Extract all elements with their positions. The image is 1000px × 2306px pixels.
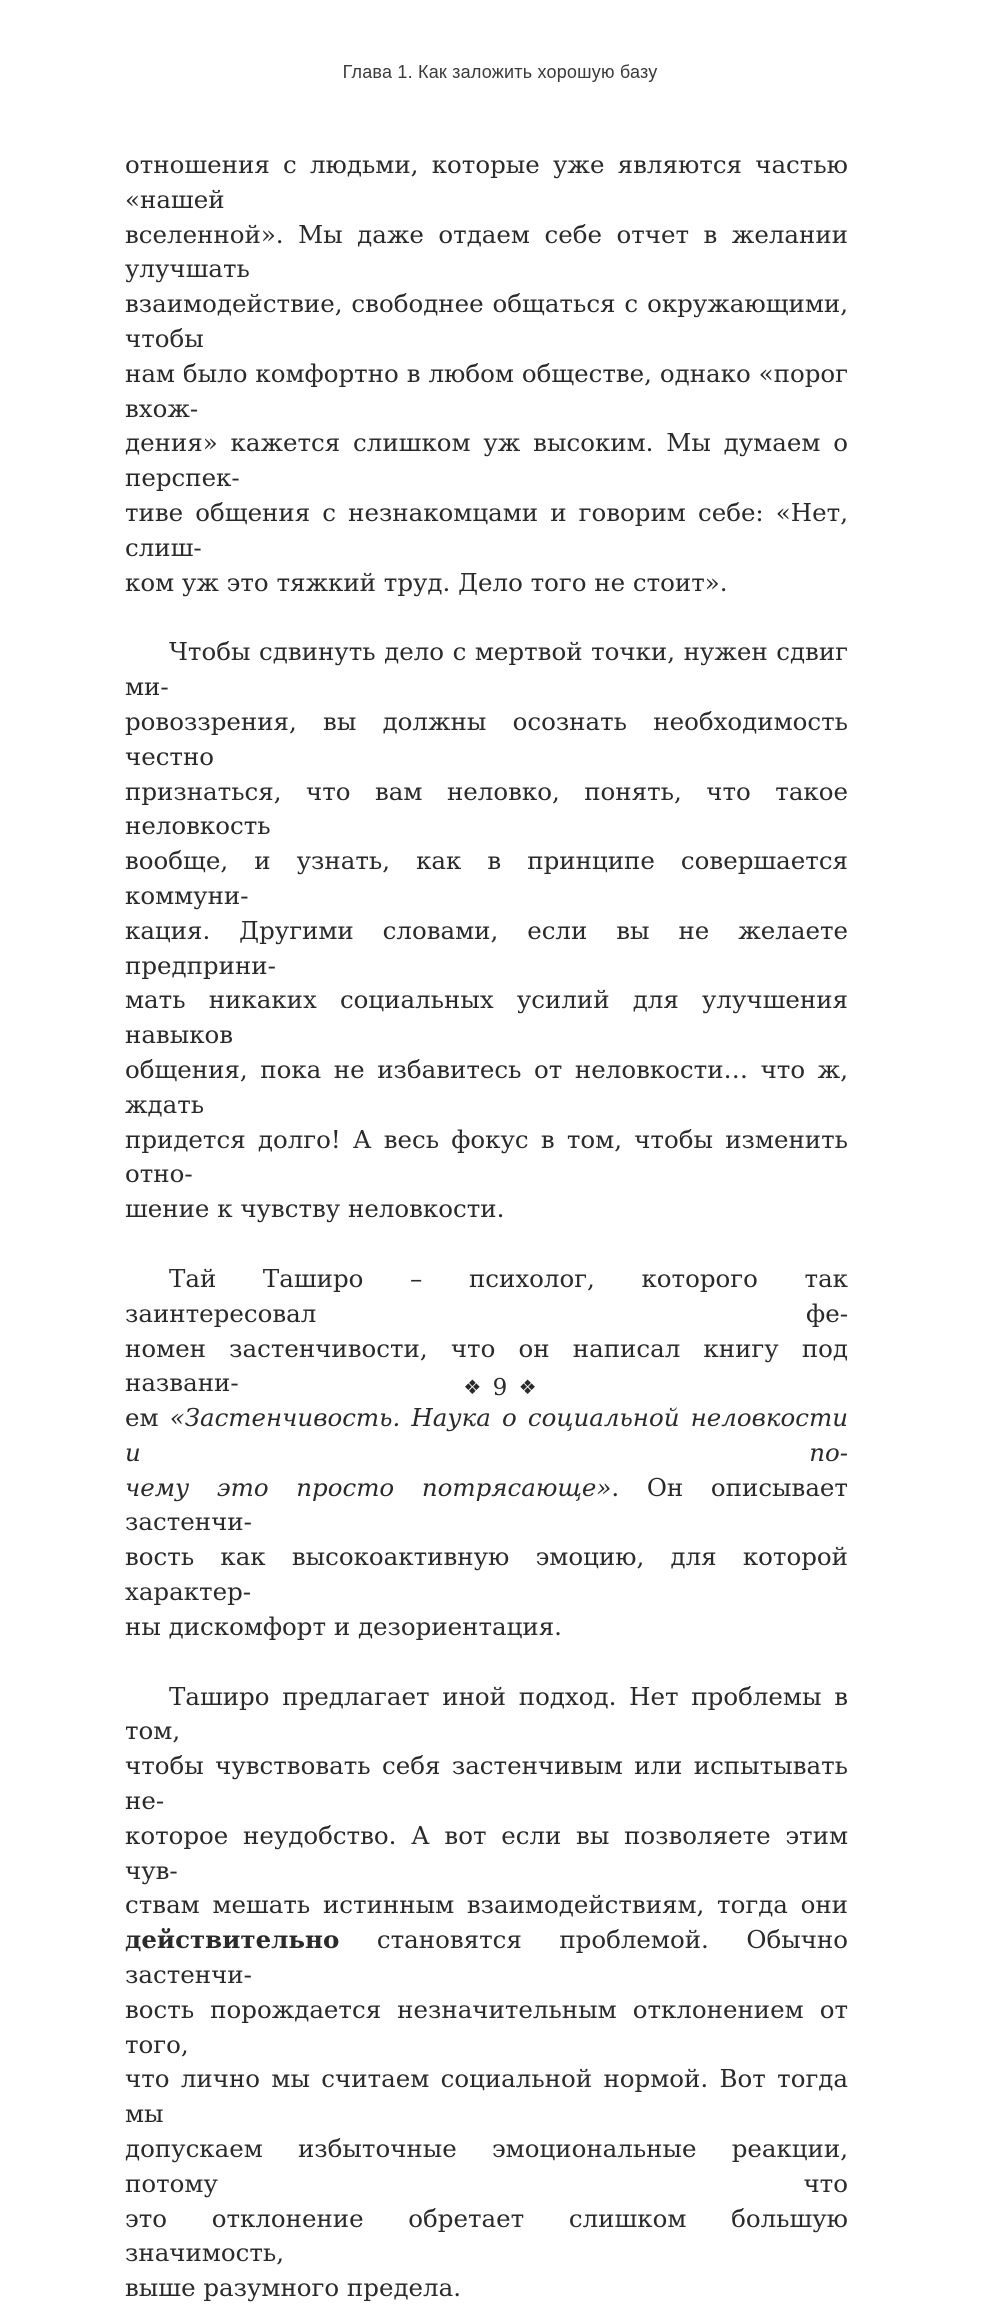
- paragraph-4: [125, 1680, 848, 2306]
- text-line: ком уж это тяжкий труд. Дело того не стоит».: [125, 567, 728, 597]
- text-line: придется долго! А весь фокус в том, чтобы изменить отно-: [125, 1124, 848, 1189]
- page-footer: [0, 1375, 1000, 1401]
- paragraph-1: [125, 148, 848, 600]
- text-line: мать никаких социальных усилий для улучшения навыков: [125, 985, 848, 1050]
- text-line: дения» кажется слишком уж высоким. Мы думаем о перспек-: [125, 428, 848, 493]
- text-line: признаться, что вам неловко, понять, что такое неловкость: [125, 776, 848, 841]
- text-line: ровоззрения, вы должны осознать необходимость честно: [125, 706, 848, 771]
- book-title-italic: «Застенчивость. Наука о социальной неловкости и по-: [125, 1403, 848, 1467]
- text-line: вость как высокоактивную эмоцию, для которой характер-: [125, 1542, 848, 1607]
- text-line: [125, 1401, 848, 1471]
- text-line: Тай Таширо – психолог, которого так заинтересовал фе-: [125, 1263, 848, 1328]
- text-run: . Он описывает застенчи-: [125, 1472, 848, 1537]
- text-line: тиве общения с незнакомцами и говорим себе: «Нет, слиш-: [125, 497, 848, 562]
- text-line: [125, 1923, 848, 1993]
- page-number: 9: [492, 1375, 508, 1401]
- text-line: что лично мы считаем социальной нормой. Вот тогда мы: [125, 2064, 848, 2129]
- ornament-left-icon: ❖: [463, 1375, 482, 1399]
- text-line: [125, 1471, 848, 1541]
- text-line: ны дискомфорт и дезориентация.: [125, 1611, 562, 1641]
- ornament-right-icon: ❖: [518, 1375, 537, 1399]
- text-line: Таширо предлагает иной подход. Нет проблемы в том,: [125, 1681, 848, 1746]
- text-run: ем: [125, 1403, 170, 1433]
- emphasis-bold: действительно: [125, 1925, 340, 1955]
- text-line: которое неудобство. А вот если вы позволяете этим чув-: [125, 1820, 848, 1885]
- text-line: это отклонение обретает слишком большую значимость,: [125, 2203, 848, 2268]
- text-line: отношения с людьми, которые уже являются частью «нашей: [125, 150, 848, 214]
- paragraph-3: [125, 1262, 848, 1645]
- text-line: взаимодействие, свободнее общаться с окружающими, чтобы: [125, 289, 848, 353]
- text-line: общения, пока не избавитесь от неловкости… что ж, ждать: [125, 1054, 848, 1119]
- text-line: номен застенчивости, что он написал книгу под названи-: [125, 1333, 848, 1398]
- text-line: чтобы чувствовать себя застенчивым или испытывать не-: [125, 1751, 848, 1816]
- text-line: вообще, и узнать, как в принципе совершается коммуни-: [125, 846, 848, 910]
- running-header: Глава 1. Как заложить хорошую базу: [342, 62, 658, 82]
- text-line: кация. Другими словами, если вы не желаете предприни-: [125, 915, 848, 980]
- text-line: выше разумного предела.: [125, 2273, 461, 2303]
- text-run: становятся проблемой. Обычно застенчи-: [125, 1925, 848, 1990]
- text-line: Чтобы сдвинуть дело с мертвой точки, нужен сдвиг ми-: [125, 637, 848, 702]
- text-line: нам было комфортно в любом обществе, однако «порог вхож-: [125, 358, 848, 423]
- text-line: ствам мешать истинным взаимодействиям, тогда они: [125, 1890, 848, 1920]
- page-body: [125, 148, 848, 2306]
- text-line: допускаем избыточные эмоциональные реакции, потому что: [125, 2134, 848, 2198]
- paragraph-2: [125, 635, 848, 1227]
- text-line: шение к чувству неловкости.: [125, 1194, 505, 1224]
- text-line: вселенной». Мы даже отдаем себе отчет в желании улучшать: [125, 219, 848, 284]
- book-title-italic: чему это просто потрясающе»: [125, 1472, 612, 1502]
- text-line: вость порождается незначительным отклонением от того,: [125, 1994, 848, 2059]
